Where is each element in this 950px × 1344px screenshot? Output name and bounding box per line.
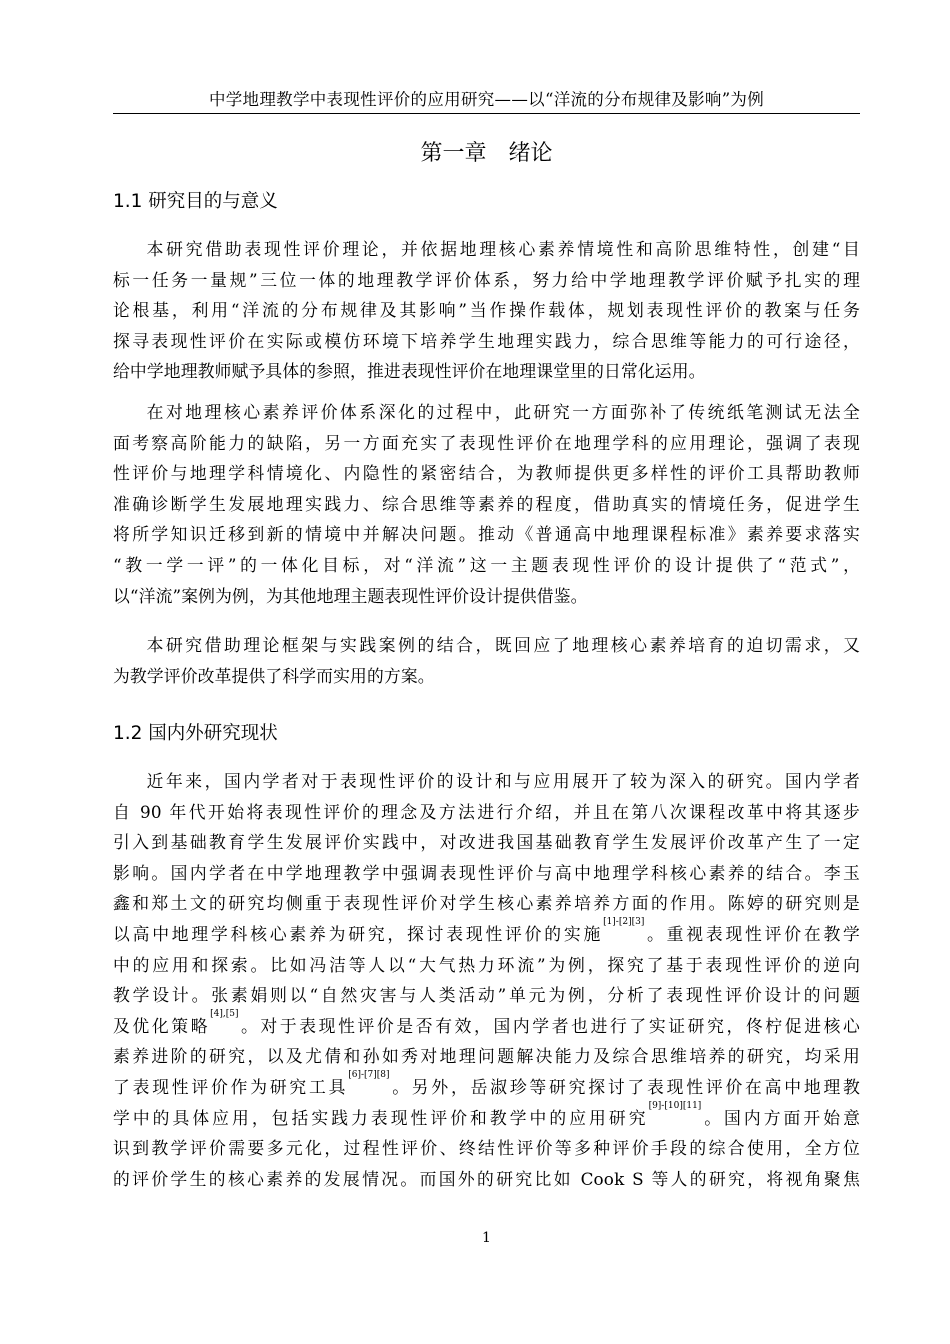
paragraph — [113, 234, 860, 387]
text-segment: 。重视表现性评价在教学 — [644, 923, 860, 944]
text-line: 探寻表现性评价在实际或模仿环境下培养学生地理实践力，综合思维等能力的可行途径， — [113, 330, 860, 351]
text-line-with-citation — [113, 916, 860, 950]
text-line: 引入到基础教育学生发展评价实践中，对改进我国基础教育学生发展评价改革产生了一定 — [113, 832, 860, 853]
text-line-with-citation — [113, 1100, 860, 1134]
citation-marker: [6]-[7][8] — [348, 1069, 390, 1080]
text-segment: 。对于表现性评价是否有效，国内学者也进行了实证研究，佟柠促进核心 — [238, 1015, 860, 1036]
text-line: 准确诊断学生发展地理实践力、综合思维等素养的程度，借助真实的情境任务，促进学生 — [113, 493, 860, 514]
text-line: 性评价与地理学科情境化、内隐性的紧密结合，为教师提供更多样性的评价工具帮助教师 — [113, 463, 860, 484]
text-line: 本研究借助理论框架与实践案例的结合，既回应了地理核心素养培育的迫切需求，又 — [146, 635, 860, 655]
paragraph — [113, 630, 860, 691]
text-line: 近年来，国内学者对于表现性评价的设计和与应用展开了较为深入的研究。国内学者 — [146, 771, 860, 791]
section-heading-1-1: 1.1 研究目的与意义 — [113, 191, 278, 212]
paragraph — [113, 397, 860, 611]
chapter-title: 第一章 绪论 — [420, 141, 553, 166]
paragraph — [113, 766, 860, 1194]
citation-marker: [9]-[10][11] — [648, 1100, 702, 1111]
text-line: 本研究借助表现性评价理论，并依据地理核心素养情境性和高阶思维特性，创建“目 — [146, 239, 860, 259]
text-line: 论根基，利用“洋流的分布规律及其影响”当作操作载体，规划表现性评价的教案与任务 — [113, 300, 860, 321]
text-line: 素养进阶的研究，以及尤倩和孙如秀对地理问题解决能力及综合思维培养的研究，均采用 — [113, 1046, 860, 1067]
page-number: 1 — [482, 1230, 491, 1246]
text-line: 中的应用和探索。比如冯洁等人以“大气热力环流”为例，探究了基于表现性评价的逆向 — [113, 954, 860, 975]
text-line: 识到教学评价需要多元化，过程性评价、终结性评价等多种评价手段的综合使用，全方位 — [113, 1138, 860, 1159]
text-line: 标一任务一量规”三位一体的地理教学评价体系，努力给中学地理教学评价赋予扎实的理 — [113, 269, 860, 290]
text-line: 的评价学生的核心素养的发展情况。而国外的研究比如 Cook S 等人的研究，将视角聚焦 — [113, 1168, 860, 1189]
citation-marker: [4],[5] — [210, 1008, 239, 1019]
text-line: 面考察高阶能力的缺陷，另一方面充实了表现性评价在地理学科的应用理论，强调了表现 — [113, 432, 860, 453]
text-line: 教学设计。张素娟则以“自然灾害与人类活动”单元为例，分析了表现性评价设计的问题 — [113, 985, 860, 1006]
text-line: “教一学一评”的一体化目标，对“洋流”这一主题表现性评价的设计提供了“范式”， — [113, 554, 860, 575]
running-title: 中学地理教学中表现性评价的应用研究——以“洋流的分布规律及影响”为例 — [208, 90, 765, 109]
text-line: 自 90 年代开始将表现性评价的理念及方法进行介绍，并且在第八次课程改革中将其逐步 — [113, 801, 860, 822]
text-line: 给中学地理教师赋予具体的参照，推进表现性评价在地理课堂里的日常化运用。 — [113, 361, 706, 382]
running-header — [113, 90, 860, 114]
text-segment: 。国内方面开始意 — [701, 1107, 860, 1128]
text-line-with-citation — [113, 1008, 860, 1042]
text-segment: 。另外，岳淑珍等研究探讨了表现性评价在高中地理教 — [389, 1076, 860, 1097]
text-segment: 及优化策略 — [113, 1015, 211, 1036]
section-heading-1-2: 1.2 国内外研究现状 — [113, 723, 278, 744]
text-line: 为教学评价改革提供了科学而实用的方案。 — [113, 665, 435, 686]
text-line: 影响。国内学者在中学地理教学中强调表现性评价与高中地理学科核心素养的结合。李玉 — [113, 862, 860, 883]
text-line: 在对地理核心素养评价体系深化的过程中，此研究一方面弥补了传统纸笔测试无法全 — [146, 402, 860, 422]
text-line: 鑫和郑土文的研究均侧重于表现性评价对学生核心素养培养方面的作用。陈婷的研究则是 — [113, 893, 860, 914]
text-line: 将所学知识迁移到新的情境中并解决问题。推动《普通高中地理课程标准》素养要求落实 — [113, 524, 860, 545]
citation-marker: [1]-[2][3] — [603, 916, 645, 927]
text-segment: 以高中地理学科核心素养为研究，探讨表现性评价的实施 — [113, 923, 604, 944]
text-line-with-citation — [113, 1069, 860, 1103]
text-segment: 学中的具体应用，包括实践力表现性评价和教学中的应用研究 — [113, 1107, 649, 1128]
text-segment: 了表现性评价作为研究工具 — [113, 1076, 349, 1097]
text-line: 以“洋流”案例为例，为其他地理主题表现性评价设计提供借鉴。 — [113, 585, 588, 606]
